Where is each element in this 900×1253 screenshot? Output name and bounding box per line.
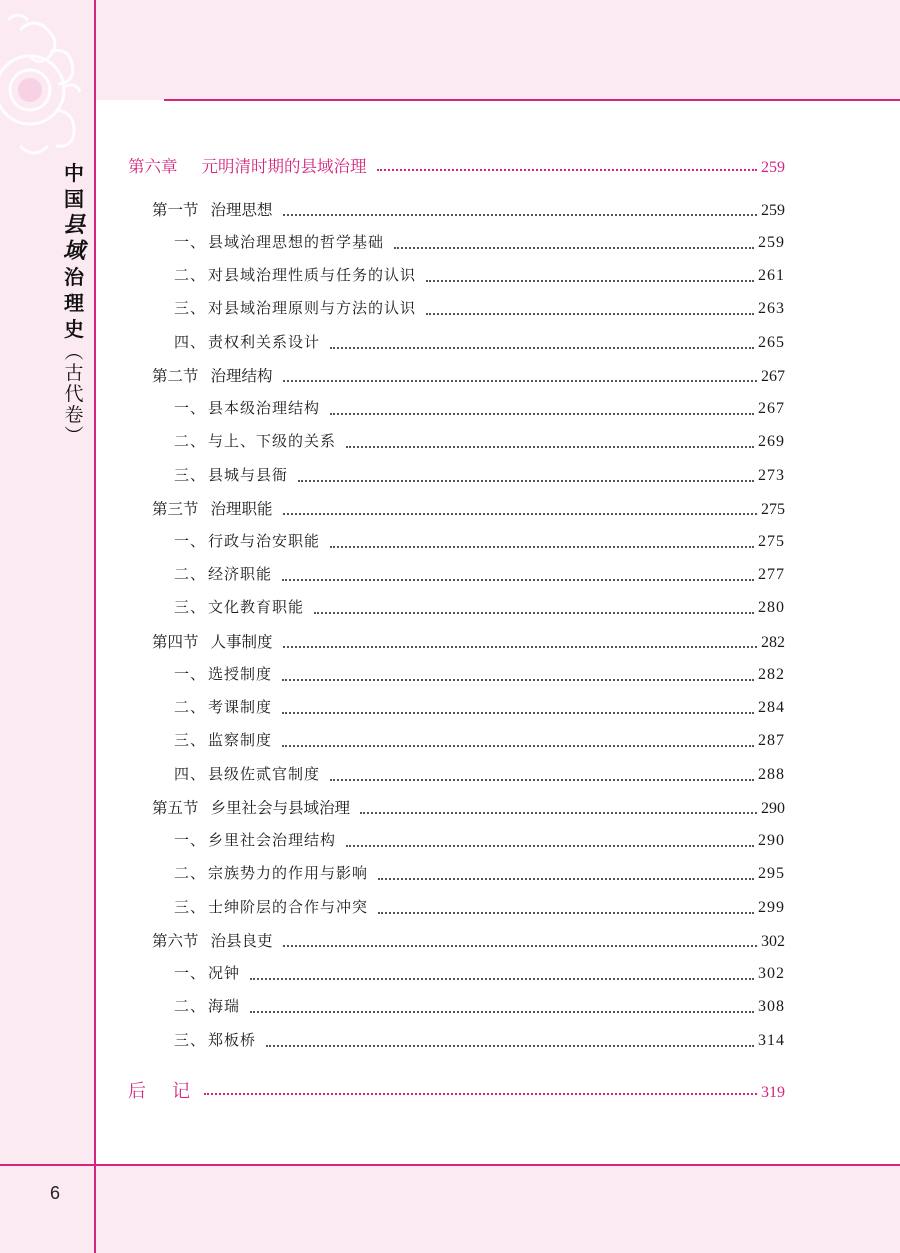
section-title: 治县良吏 [210, 932, 273, 950]
page-ref: 288 [758, 766, 785, 783]
page-ref: 261 [758, 267, 785, 284]
dot-leader [283, 945, 757, 947]
header-rule [164, 99, 900, 101]
item-marker: 三、 [174, 598, 207, 616]
dot-leader [330, 347, 754, 349]
section-label: 第二节 [152, 367, 199, 385]
section-title: 治理思想 [210, 201, 273, 219]
item-marker: 二、 [174, 997, 207, 1015]
section-label: 第五节 [152, 799, 199, 817]
toc-section[interactable] [152, 630, 785, 658]
footer-rule [0, 1164, 900, 1166]
footer-band [0, 1165, 900, 1253]
page-ref: 259 [758, 234, 785, 251]
dot-leader [377, 169, 758, 171]
toc-section[interactable] [152, 198, 785, 226]
page-ref: 275 [758, 533, 785, 550]
section-title: 人事制度 [210, 633, 273, 651]
item-title: 对县域治理原则与方法的认识 [208, 299, 417, 317]
toc-item[interactable] [174, 464, 785, 492]
section-label: 第四节 [152, 633, 199, 651]
book-title-char: 县 [62, 212, 85, 238]
page-ref: 302 [758, 965, 785, 982]
page-ref: 280 [758, 599, 785, 616]
page-ref: 284 [758, 699, 785, 716]
dot-leader [298, 480, 754, 482]
toc-item[interactable] [174, 696, 785, 724]
book-subtitle-char: ︶ [64, 425, 84, 447]
page-ref: 290 [758, 832, 785, 849]
page-ref: 308 [758, 998, 785, 1015]
dot-leader [330, 546, 754, 548]
page-number: 6 [50, 1183, 61, 1203]
book-title-char: 国 [64, 187, 84, 211]
dot-leader [204, 1093, 757, 1095]
item-title: 县域治理思想的哲学基础 [208, 233, 385, 251]
section-label: 第一节 [152, 201, 199, 219]
cloud-ornament-icon [0, 0, 96, 180]
page-ref: 282 [761, 634, 785, 651]
item-title: 责权利关系设计 [208, 333, 321, 351]
item-title: 考课制度 [208, 698, 273, 716]
dot-leader [330, 779, 754, 781]
toc-section[interactable] [152, 796, 785, 824]
dot-leader [283, 380, 757, 382]
toc-item[interactable] [174, 397, 785, 425]
page-ref: 299 [758, 899, 785, 916]
dot-leader [426, 313, 754, 315]
dot-leader [266, 1045, 754, 1047]
toc-item[interactable] [174, 1029, 785, 1057]
side-rule [94, 0, 96, 1253]
dot-leader [282, 679, 754, 681]
book-subtitle-char: 卷 [64, 404, 84, 426]
item-title: 郑板桥 [208, 1031, 257, 1049]
dot-leader [360, 812, 757, 814]
item-marker: 二、 [174, 698, 207, 716]
page-ref: 295 [758, 865, 785, 882]
page-ref: 275 [761, 501, 785, 518]
dot-leader [426, 280, 754, 282]
toc-item[interactable] [174, 829, 785, 857]
chapter-label: 第六章 [128, 158, 178, 176]
section-title: 治理结构 [210, 367, 273, 385]
toc-section[interactable] [152, 929, 785, 957]
header-band [0, 0, 900, 100]
page-ref: 302 [761, 933, 785, 950]
dot-leader [283, 513, 757, 515]
book-subtitle-char: ︵ [64, 341, 84, 363]
toc-item[interactable] [174, 962, 785, 990]
item-marker: 二、 [174, 864, 207, 882]
dot-leader [283, 214, 757, 216]
toc-item[interactable] [174, 563, 785, 591]
dot-leader [283, 646, 757, 648]
toc-item[interactable] [174, 896, 785, 924]
toc-chapter[interactable] [128, 153, 785, 181]
item-title: 监察制度 [208, 731, 273, 749]
toc-item[interactable] [174, 729, 785, 757]
toc-item[interactable] [174, 763, 785, 791]
item-marker: 三、 [174, 1031, 207, 1049]
item-title: 选授制度 [208, 665, 273, 683]
dot-leader [378, 912, 754, 914]
page-ref: 267 [758, 400, 785, 417]
page-ref: 263 [758, 300, 785, 317]
item-marker: 四、 [174, 765, 207, 783]
item-title: 士绅阶层的合作与冲突 [208, 898, 369, 916]
dot-leader [250, 978, 754, 980]
page-ref: 265 [758, 334, 785, 351]
item-title: 县本级治理结构 [208, 399, 321, 417]
toc-item[interactable] [174, 995, 785, 1023]
toc-item[interactable] [174, 596, 785, 624]
dot-leader [330, 413, 754, 415]
item-title: 县级佐贰官制度 [208, 765, 321, 783]
page-ref: 314 [758, 1032, 785, 1049]
toc-item[interactable] [174, 264, 785, 292]
item-marker: 一、 [174, 399, 207, 417]
book-title-char: 中 [64, 161, 84, 185]
page-ref: 267 [761, 368, 785, 385]
section-label: 第六节 [152, 932, 199, 950]
item-title: 经济职能 [208, 565, 273, 583]
item-title: 文化教育职能 [208, 598, 305, 616]
toc-afterword[interactable] [128, 1077, 785, 1105]
item-marker: 三、 [174, 466, 207, 484]
item-marker: 一、 [174, 233, 207, 251]
toc-item[interactable] [174, 231, 785, 259]
toc-item[interactable] [174, 331, 785, 359]
item-title: 宗族势力的作用与影响 [208, 864, 369, 882]
book-title-char: 治 [64, 265, 84, 289]
page-ref: 269 [758, 433, 785, 450]
item-marker: 二、 [174, 266, 207, 284]
dot-leader [282, 745, 754, 747]
dot-leader [314, 612, 754, 614]
item-title: 海瑞 [208, 997, 241, 1015]
item-title: 县城与县衙 [208, 466, 289, 484]
section-label: 第三节 [152, 500, 199, 518]
book-title-char: 史 [64, 317, 84, 341]
dot-leader [394, 247, 754, 249]
toc-item[interactable] [174, 297, 785, 325]
toc-item[interactable] [174, 663, 785, 691]
dot-leader [282, 712, 754, 714]
toc-item[interactable] [174, 862, 785, 890]
item-marker: 一、 [174, 831, 207, 849]
item-marker: 一、 [174, 964, 207, 982]
item-marker: 四、 [174, 333, 207, 351]
section-title: 乡里社会与县域治理 [210, 799, 351, 817]
book-title-vertical [62, 160, 86, 447]
dot-leader [378, 878, 754, 880]
item-marker: 二、 [174, 565, 207, 583]
item-title: 乡里社会治理结构 [208, 831, 337, 849]
page-ref: 273 [758, 467, 785, 484]
page-ref: 259 [761, 202, 785, 219]
page-ref: 319 [761, 1084, 785, 1101]
item-title: 与上、下级的关系 [208, 432, 337, 450]
item-marker: 三、 [174, 898, 207, 916]
item-title: 对县域治理性质与任务的认识 [208, 266, 417, 284]
item-marker: 二、 [174, 432, 207, 450]
item-marker: 一、 [174, 532, 207, 550]
item-marker: 一、 [174, 665, 207, 683]
book-subtitle-char: 代 [64, 383, 84, 405]
chapter-title: 元明清时期的县域治理 [201, 158, 367, 176]
page-ref: 282 [758, 666, 785, 683]
toc-item[interactable] [174, 430, 785, 458]
item-marker: 三、 [174, 731, 207, 749]
page-ref: 259 [761, 159, 785, 176]
section-title: 治理职能 [210, 500, 273, 518]
toc-section[interactable] [152, 364, 785, 392]
afterword-label: 后 记 [128, 1081, 194, 1101]
item-title: 行政与治安职能 [208, 532, 321, 550]
page-ref: 290 [761, 800, 785, 817]
page-ref: 287 [758, 732, 785, 749]
page-ref: 277 [758, 566, 785, 583]
item-marker: 三、 [174, 299, 207, 317]
book-title-char: 理 [64, 291, 84, 315]
dot-leader [346, 845, 754, 847]
toc-section[interactable] [152, 497, 785, 525]
toc-item[interactable] [174, 530, 785, 558]
dot-leader [250, 1011, 754, 1013]
item-title: 况钟 [208, 964, 241, 982]
book-title-char: 域 [62, 238, 85, 264]
book-subtitle-char: 古 [64, 362, 84, 384]
dot-leader [282, 579, 754, 581]
dot-leader [346, 446, 754, 448]
